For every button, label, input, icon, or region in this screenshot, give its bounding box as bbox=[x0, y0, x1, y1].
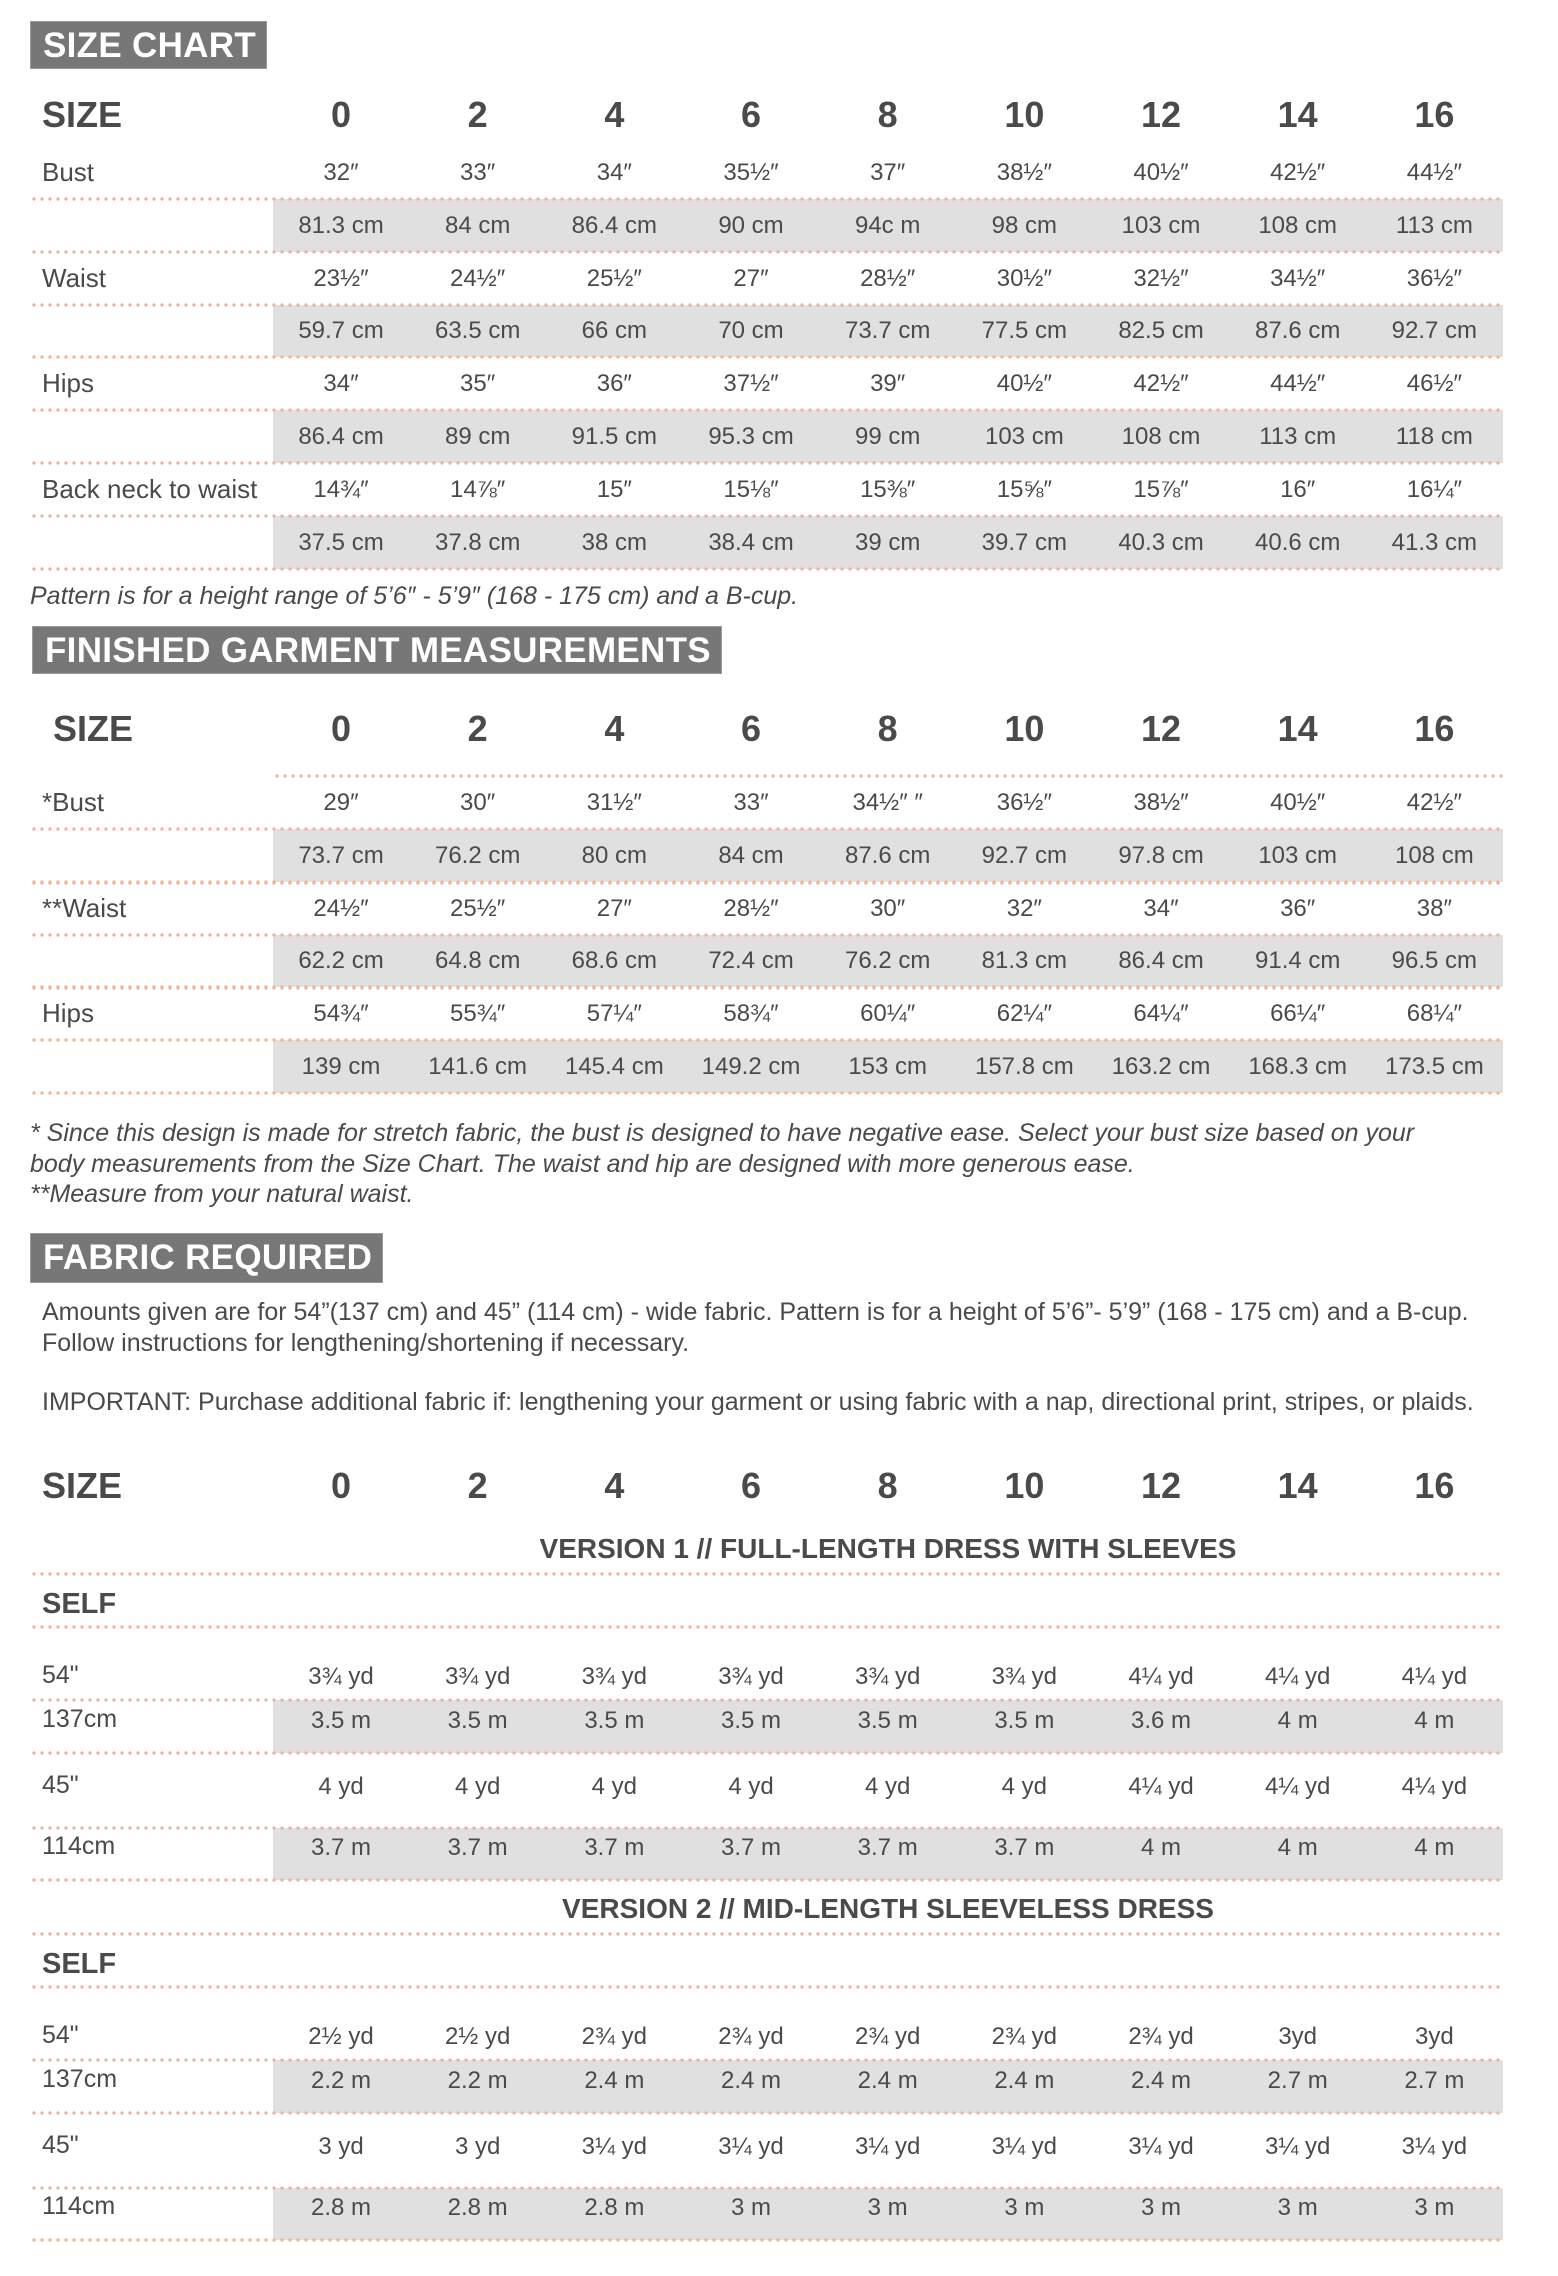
size-column-header: 14 bbox=[1277, 1465, 1318, 1506]
inch-value: 27″ bbox=[733, 264, 769, 292]
fabric-intro-paragraph: Amounts given are for 54”(137 cm) and 45” (114 cm) - wide fabric. Pattern is for a height of 5’6”- 5’9” (168 - 175 cm) and a B-cup. Follow instructions for lengthening/shortening if necessary. bbox=[42, 1298, 1469, 1357]
metric-amount: 2.7 m bbox=[1267, 2067, 1328, 2094]
metric-amount: 3.7 m bbox=[310, 1834, 372, 1861]
cm-value: 153 cm bbox=[848, 1053, 928, 1080]
inch-value: 15⅝″ bbox=[996, 475, 1052, 503]
dotted-divider bbox=[30, 2238, 1503, 2242]
inch-value: 42½″ bbox=[1133, 370, 1189, 398]
size-heading: SIZE bbox=[42, 94, 123, 135]
inch-value: 66¼″ bbox=[1270, 1000, 1326, 1028]
metric-amount: 3.5 m bbox=[994, 1707, 1055, 1734]
cm-value: 81.3 cm bbox=[298, 211, 384, 239]
metric-amount: 3 m bbox=[867, 2194, 908, 2221]
inch-value: 15⅜″ bbox=[860, 475, 916, 503]
inch-value: 23½″ bbox=[313, 264, 369, 292]
inch-value: 15″ bbox=[596, 475, 632, 503]
inch-value: 29″ bbox=[323, 789, 359, 816]
fabric-important-paragraph: IMPORTANT: Purchase additional fabric if: lengthening your garment or using fabric with a nap, directional print, stripes, or plaids. bbox=[42, 1388, 1474, 1416]
inch-value: 28½″ bbox=[860, 264, 916, 292]
cm-value: 63.5 cm bbox=[434, 317, 521, 345]
cm-value: 139 cm bbox=[301, 1053, 381, 1080]
cm-value: 113 cm bbox=[1395, 211, 1473, 239]
inch-value: 42½″ bbox=[1270, 159, 1326, 186]
dotted-divider bbox=[30, 1698, 1503, 1702]
metric-amount: 3.5 m bbox=[857, 1707, 918, 1734]
yardage-amount: 3¼ yd bbox=[1264, 2133, 1331, 2160]
inch-value: 32″ bbox=[323, 159, 359, 186]
metric-amount: 2.2 m bbox=[310, 2067, 372, 2094]
inch-value: 40½″ bbox=[996, 370, 1052, 398]
inch-value: 24½″ bbox=[450, 264, 506, 292]
size-column-header: 8 bbox=[877, 708, 898, 749]
metric-amount: 3 m bbox=[1277, 2194, 1318, 2221]
size-column-header: 2 bbox=[467, 1465, 488, 1506]
cm-value: 118 cm bbox=[1395, 423, 1473, 450]
metric-amount: 2.4 m bbox=[1131, 2067, 1192, 2094]
fabric-width-label: 45" bbox=[42, 1771, 79, 1799]
inch-value: 28½″ bbox=[723, 894, 779, 922]
metric-amount: 3.5 m bbox=[584, 1707, 645, 1734]
cm-value: 163.2 cm bbox=[1111, 1053, 1211, 1080]
inch-value: 34½″ ″ bbox=[852, 789, 923, 816]
cm-value: 41.3 cm bbox=[1391, 528, 1478, 556]
metric-amount: 4 m bbox=[1414, 1707, 1455, 1734]
dotted-divider bbox=[30, 303, 1503, 307]
cm-value: 80 cm bbox=[581, 841, 647, 869]
yardage-amount: 2¾ yd bbox=[581, 2023, 648, 2050]
cm-value: 92.7 cm bbox=[981, 841, 1068, 869]
size-column-header: 16 bbox=[1414, 1465, 1455, 1506]
metric-amount: 4 m bbox=[1141, 1834, 1182, 1861]
dotted-divider bbox=[30, 408, 1503, 412]
dotted-divider bbox=[30, 1625, 1503, 1629]
cm-value: 77.5 cm bbox=[981, 317, 1068, 345]
dotted-divider bbox=[30, 197, 1503, 201]
yardage-amount: 4 yd bbox=[591, 1773, 638, 1800]
size-heading: SIZE bbox=[53, 708, 134, 749]
dotted-divider bbox=[30, 2186, 1503, 2190]
metric-amount: 2.4 m bbox=[994, 2067, 1055, 2094]
inch-value: 38½″ bbox=[1133, 789, 1189, 816]
size-column-header: 2 bbox=[467, 708, 488, 749]
cm-value: 73.7 cm bbox=[298, 841, 384, 869]
cm-value: 38.4 cm bbox=[708, 528, 794, 556]
inch-value: 44½″ bbox=[1270, 370, 1326, 398]
cm-value: 168.3 cm bbox=[1248, 1053, 1348, 1080]
cm-value: 39 cm bbox=[854, 528, 921, 556]
size-column-header: 10 bbox=[1004, 94, 1045, 135]
dotted-divider bbox=[30, 1091, 1503, 1095]
cm-value: 37.8 cm bbox=[434, 528, 521, 556]
yardage-amount: 4¼ yd bbox=[1264, 1663, 1331, 1690]
yardage-amount: 3¼ yd bbox=[581, 2133, 648, 2160]
inch-value: 36½″ bbox=[1406, 264, 1462, 292]
cm-value: 72.4 cm bbox=[708, 947, 794, 975]
inch-value: 35½″ bbox=[723, 159, 779, 186]
dotted-divider bbox=[30, 881, 1503, 885]
dotted-divider bbox=[30, 355, 1503, 359]
measurement-label: Waist bbox=[42, 262, 107, 293]
cm-value: 87.6 cm bbox=[844, 841, 931, 869]
cm-value: 82.5 cm bbox=[1118, 317, 1204, 345]
cm-value: 84 cm bbox=[718, 841, 784, 869]
dotted-divider bbox=[30, 1038, 1503, 1042]
metric-amount: 4 m bbox=[1277, 1834, 1318, 1861]
metric-amount: 3.7 m bbox=[994, 1834, 1055, 1861]
cm-value: 84 cm bbox=[444, 211, 511, 239]
size-column-header: 14 bbox=[1277, 94, 1318, 135]
inch-value: 30″ bbox=[460, 789, 496, 816]
metric-amount: 3 m bbox=[1141, 2194, 1182, 2221]
size-chart-footnote: Pattern is for a height range of 5’6″ - 5’9″ (168 - 175 cm) and a B-cup. bbox=[30, 582, 799, 610]
inch-value: 32½″ bbox=[1133, 264, 1189, 292]
measurement-label: *Bust bbox=[42, 787, 105, 817]
inch-value: 39″ bbox=[870, 370, 906, 398]
yardage-amount: 4¼ yd bbox=[1128, 1663, 1194, 1690]
yardage-amount: 3¼ yd bbox=[854, 2133, 921, 2160]
metric-amount: 3 m bbox=[730, 2194, 771, 2221]
cm-value: 145.4 cm bbox=[564, 1053, 664, 1080]
yardage-amount: 4 yd bbox=[1001, 1773, 1048, 1800]
inch-value: 55¾″ bbox=[450, 1000, 506, 1028]
metric-amount: 3.7 m bbox=[584, 1834, 645, 1861]
cm-value: 62.2 cm bbox=[298, 947, 384, 975]
size-column-header: 16 bbox=[1414, 94, 1455, 135]
size-column-header: 0 bbox=[330, 1465, 352, 1506]
yardage-amount: 4¼ yd bbox=[1401, 1663, 1468, 1690]
size-column-header: 6 bbox=[740, 1465, 762, 1506]
cm-value: 40.6 cm bbox=[1255, 528, 1341, 556]
fabric-group-label: SELF bbox=[42, 1948, 117, 1980]
cm-value: 87.6 cm bbox=[1255, 317, 1341, 345]
cm-value: 108 cm bbox=[1258, 211, 1338, 239]
yardage-amount: 3yd bbox=[1278, 2023, 1318, 2050]
dotted-divider bbox=[30, 1751, 1503, 1755]
metric-amount: 3.5 m bbox=[447, 1707, 508, 1734]
yardage-amount: 3¼ yd bbox=[1401, 2133, 1468, 2160]
dotted-divider bbox=[30, 933, 1503, 937]
version-heading: VERSION 1 // FULL-LENGTH DRESS WITH SLEEVES bbox=[539, 1533, 1237, 1564]
inch-value: 31½″ bbox=[586, 789, 642, 816]
metric-amount: 3 m bbox=[1004, 2194, 1045, 2221]
measurement-label: Hips bbox=[42, 998, 95, 1029]
cm-value: 113 cm bbox=[1259, 423, 1337, 450]
yardage-amount: 3¼ yd bbox=[1128, 2133, 1194, 2160]
finished-garment-footnote: **Measure from your natural waist. bbox=[30, 1180, 414, 1208]
inch-value: 33″ bbox=[733, 789, 769, 816]
yardage-amount: 4¼ yd bbox=[1264, 1773, 1331, 1800]
metric-amount: 2.8 m bbox=[310, 2194, 372, 2221]
yardage-amount: 3¾ yd bbox=[444, 1663, 511, 1690]
yardage-amount: 2¾ yd bbox=[1128, 2023, 1194, 2050]
yardage-amount: 4 yd bbox=[864, 1773, 911, 1800]
inch-value: 15⅛″ bbox=[723, 475, 779, 503]
version-heading: VERSION 2 // MID-LENGTH SLEEVELESS DRESS bbox=[562, 1893, 1214, 1924]
yardage-amount: 3¾ yd bbox=[718, 1663, 784, 1690]
inch-value: 35″ bbox=[460, 370, 496, 398]
fabric-width-label: 137cm bbox=[42, 1705, 118, 1733]
inch-value: 38″ bbox=[1416, 894, 1452, 922]
section-header-fabric-required: FABRIC REQUIRED bbox=[30, 1233, 383, 1283]
measurement-label: **Waist bbox=[42, 892, 127, 923]
section-header-size-chart: SIZE CHART bbox=[30, 21, 267, 69]
cm-value: 91.4 cm bbox=[1255, 947, 1341, 975]
yardage-amount: 3¼ yd bbox=[718, 2133, 784, 2160]
yardage-amount: 2½ yd bbox=[308, 2023, 374, 2050]
yardage-amount: 3yd bbox=[1415, 2023, 1454, 2050]
yardage-amount: 3¾ yd bbox=[991, 1663, 1058, 1690]
cm-value: 89 cm bbox=[444, 423, 511, 450]
cm-value: 108 cm bbox=[1395, 841, 1474, 869]
dotted-divider bbox=[30, 1985, 1503, 1989]
inch-value: 14¾″ bbox=[313, 475, 369, 503]
cm-value: 73.7 cm bbox=[844, 317, 931, 345]
size-column-header: 10 bbox=[1004, 708, 1045, 749]
cm-value: 86.4 cm bbox=[571, 211, 658, 239]
metric-amount: 3.7 m bbox=[857, 1834, 918, 1861]
inch-value: 25½″ bbox=[450, 894, 506, 922]
cm-value: 40.3 cm bbox=[1118, 528, 1204, 556]
dotted-divider bbox=[30, 1826, 1503, 1830]
metric-amount: 2.4 m bbox=[584, 2067, 645, 2094]
yardage-amount: 4 yd bbox=[728, 1773, 774, 1800]
fabric-width-label: 45" bbox=[42, 2131, 79, 2159]
inch-value: 37″ bbox=[870, 159, 906, 186]
dotted-divider bbox=[30, 567, 1503, 571]
metric-amount: 4 m bbox=[1277, 1707, 1318, 1734]
size-column-header: 14 bbox=[1277, 708, 1318, 749]
cm-value: 92.7 cm bbox=[1391, 317, 1478, 345]
finished-garment-footnote: body measurements from the Size Chart. The waist and hip are designed with more generous ease. bbox=[30, 1149, 1135, 1178]
size-column-header: 6 bbox=[740, 94, 762, 135]
measurement-label: Hips bbox=[42, 368, 95, 399]
inch-value: 36½″ bbox=[996, 789, 1052, 816]
cm-value: 97.8 cm bbox=[1118, 841, 1204, 869]
inch-value: 32″ bbox=[1006, 894, 1042, 922]
size-column-header: 4 bbox=[604, 94, 625, 135]
cm-value: 59.7 cm bbox=[298, 317, 384, 345]
yardage-amount: 2¾ yd bbox=[718, 2023, 784, 2050]
inch-value: 44½″ bbox=[1406, 159, 1462, 186]
metric-amount: 4 m bbox=[1414, 1834, 1455, 1861]
inch-value: 34″ bbox=[1143, 894, 1179, 922]
inch-value: 64¼″ bbox=[1133, 1000, 1189, 1028]
dotted-divider bbox=[30, 1572, 1503, 1576]
measurement-label: Bust bbox=[42, 157, 95, 187]
cm-value: 149.2 cm bbox=[701, 1053, 801, 1080]
inch-value: 36″ bbox=[1280, 894, 1316, 922]
yardage-amount: 2¾ yd bbox=[991, 2023, 1058, 2050]
size-column-header: 4 bbox=[604, 1465, 625, 1506]
metric-amount: 2.8 m bbox=[447, 2194, 508, 2221]
metric-amount: 3.7 m bbox=[447, 1834, 508, 1861]
size-column-header: 10 bbox=[1004, 1465, 1045, 1506]
inch-value: 34″ bbox=[596, 159, 632, 186]
dotted-divider bbox=[30, 2058, 1503, 2062]
inch-value: 15⅞″ bbox=[1133, 475, 1189, 503]
inch-value: 42½″ bbox=[1406, 789, 1462, 816]
inch-value: 27″ bbox=[596, 894, 632, 922]
metric-amount: 2.7 m bbox=[1404, 2067, 1465, 2094]
yardage-amount: 2¾ yd bbox=[854, 2023, 921, 2050]
yardage-amount: 4 yd bbox=[318, 1773, 364, 1800]
dotted-divider bbox=[30, 461, 1503, 465]
measurement-label: Back neck to waist bbox=[42, 473, 258, 504]
section-header-finished-garment: FINISHED GARMENT MEASUREMENTS bbox=[32, 626, 722, 674]
size-column-header: 0 bbox=[330, 94, 352, 135]
inch-value: 60¼″ bbox=[860, 1000, 916, 1028]
metric-amount: 3 m bbox=[1414, 2194, 1455, 2221]
dotted-divider bbox=[30, 2111, 1503, 2115]
dotted-divider bbox=[273, 774, 1503, 778]
cm-value: 64.8 cm bbox=[434, 947, 521, 975]
cm-value: 39.7 cm bbox=[981, 528, 1068, 556]
size-column-header: 2 bbox=[467, 94, 488, 135]
inch-value: 68¼″ bbox=[1406, 1000, 1462, 1028]
cm-value: 157.8 cm bbox=[974, 1053, 1074, 1080]
size-column-header: 12 bbox=[1140, 1465, 1182, 1506]
yardage-amount: 4 yd bbox=[454, 1773, 501, 1800]
cm-value: 81.3 cm bbox=[981, 947, 1068, 975]
dotted-divider bbox=[30, 1878, 1503, 1882]
yardage-amount: 3 yd bbox=[454, 2133, 501, 2160]
size-column-header: 8 bbox=[877, 94, 898, 135]
dotted-divider bbox=[30, 514, 1503, 518]
inch-value: 58¾″ bbox=[723, 1000, 779, 1028]
inch-value: 30½″ bbox=[996, 264, 1052, 292]
cm-value: 70 cm bbox=[718, 317, 784, 345]
cm-value: 141.6 cm bbox=[428, 1053, 528, 1080]
yardage-amount: 2½ yd bbox=[444, 2023, 511, 2050]
size-column-header: 12 bbox=[1140, 94, 1182, 135]
metric-amount: 2.2 m bbox=[447, 2067, 508, 2094]
yardage-amount: 4¼ yd bbox=[1128, 1773, 1194, 1800]
inch-value: 38½″ bbox=[996, 159, 1052, 186]
yardage-amount: 3 yd bbox=[318, 2133, 364, 2160]
yardage-amount: 4¼ yd bbox=[1401, 1773, 1468, 1800]
yardage-amount: 3¾ yd bbox=[581, 1663, 648, 1690]
inch-value: 62¼″ bbox=[996, 1000, 1052, 1028]
cm-value: 86.4 cm bbox=[1118, 947, 1204, 975]
cm-value: 103 cm bbox=[1121, 211, 1201, 239]
cm-value: 90 cm bbox=[718, 211, 784, 239]
inch-value: 57¼″ bbox=[586, 1000, 642, 1028]
yardage-amount: 3¾ yd bbox=[308, 1663, 374, 1690]
size-column-header: 8 bbox=[877, 1465, 898, 1506]
inch-value: 46½″ bbox=[1406, 370, 1462, 398]
inch-value: 30″ bbox=[870, 894, 906, 922]
cm-value: 76.2 cm bbox=[844, 947, 931, 975]
inch-value: 36″ bbox=[596, 370, 632, 398]
cm-value: 98 cm bbox=[991, 211, 1058, 239]
dotted-divider bbox=[30, 986, 1503, 990]
cm-value: 173.5 cm bbox=[1385, 1053, 1484, 1080]
cm-value: 99 cm bbox=[854, 423, 921, 450]
cm-value: 91.5 cm bbox=[571, 423, 658, 450]
cm-value: 68.6 cm bbox=[571, 947, 658, 975]
cm-value: 108 cm bbox=[1121, 423, 1201, 450]
inch-value: 16¼″ bbox=[1406, 475, 1462, 503]
size-column-header: 0 bbox=[330, 708, 352, 749]
fabric-width-label: 114cm bbox=[42, 2192, 116, 2220]
inch-value: 40½″ bbox=[1133, 159, 1189, 186]
metric-amount: 2.4 m bbox=[857, 2067, 918, 2094]
cm-value: 94c m bbox=[854, 211, 921, 239]
inch-value: 34½″ bbox=[1270, 264, 1326, 292]
cm-value: 96.5 cm bbox=[1391, 947, 1478, 975]
yardage-amount: 3¼ yd bbox=[991, 2133, 1058, 2160]
yardage-amount: 3¾ yd bbox=[854, 1663, 921, 1690]
fabric-group-label: SELF bbox=[42, 1588, 117, 1620]
inch-value: 25½″ bbox=[586, 264, 642, 292]
fabric-width-label: 54" bbox=[42, 1661, 79, 1689]
size-column-header: 12 bbox=[1140, 708, 1182, 749]
size-heading: SIZE bbox=[42, 1465, 123, 1506]
fabric-width-label: 114cm bbox=[42, 1832, 116, 1860]
inch-value: 24½″ bbox=[313, 894, 369, 922]
metric-amount: 3.7 m bbox=[720, 1834, 782, 1861]
size-column-header: 16 bbox=[1414, 708, 1455, 749]
cm-value: 103 cm bbox=[1258, 841, 1338, 869]
cm-value: 76.2 cm bbox=[434, 841, 521, 869]
cm-value: 95.3 cm bbox=[708, 423, 794, 450]
metric-amount: 2.4 m bbox=[720, 2067, 782, 2094]
inch-value: 14⅞″ bbox=[450, 475, 506, 503]
inch-value: 40½″ bbox=[1270, 789, 1326, 816]
dotted-divider bbox=[30, 1932, 1503, 1936]
inch-value: 33″ bbox=[460, 159, 496, 186]
fabric-width-label: 137cm bbox=[42, 2065, 118, 2093]
inch-value: 34″ bbox=[323, 370, 359, 398]
finished-garment-footnote: * Since this design is made for stretch fabric, the bust is designed to have negative ease. Select your bust size based on your bbox=[30, 1119, 1415, 1147]
dotted-divider bbox=[30, 250, 1503, 254]
dotted-divider bbox=[30, 827, 1503, 831]
inch-value: 54¾″ bbox=[313, 1000, 369, 1028]
inch-value: 16″ bbox=[1280, 475, 1316, 503]
inch-value: 37½″ bbox=[723, 370, 779, 398]
cm-value: 37.5 cm bbox=[298, 528, 384, 556]
metric-amount: 3.5 m bbox=[720, 1707, 782, 1734]
fabric-width-label: 54" bbox=[42, 2021, 79, 2049]
metric-amount: 3.5 m bbox=[310, 1707, 372, 1734]
cm-value: 66 cm bbox=[581, 317, 647, 345]
size-column-header: 6 bbox=[740, 708, 762, 749]
cm-value: 38 cm bbox=[581, 528, 647, 556]
cm-value: 103 cm bbox=[984, 423, 1064, 450]
metric-amount: 3.6 m bbox=[1131, 1707, 1192, 1734]
metric-amount: 2.8 m bbox=[584, 2194, 645, 2221]
size-column-header: 4 bbox=[604, 708, 625, 749]
cm-value: 86.4 cm bbox=[298, 423, 384, 450]
